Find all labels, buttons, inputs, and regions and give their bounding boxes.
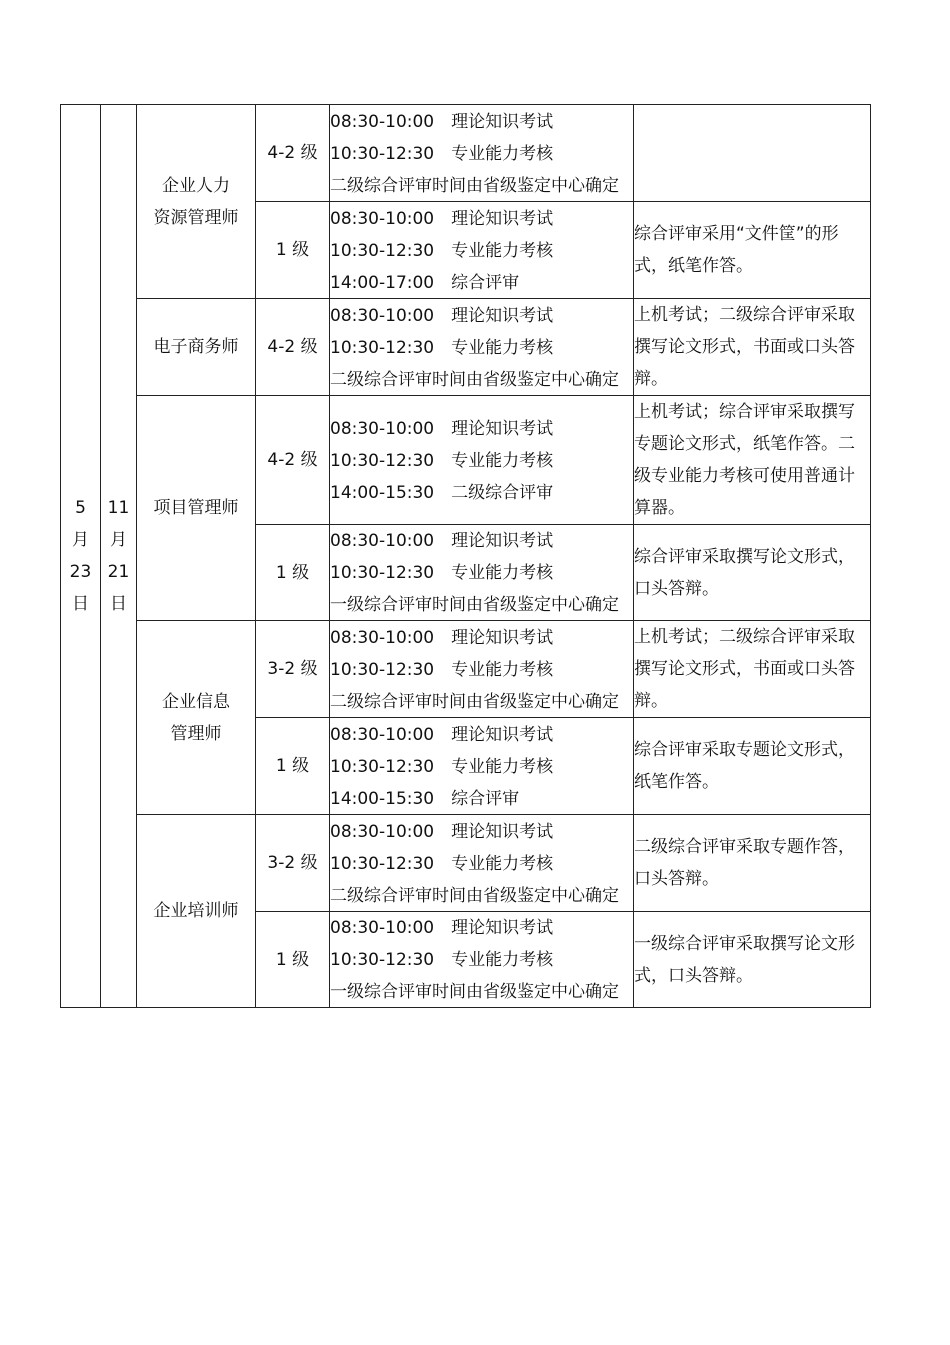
profession-cell (137, 105, 256, 299)
table-row (61, 396, 871, 525)
profession-cell (137, 815, 256, 1008)
schedule-line: 10:30-12:30 专业能力考核 (330, 950, 554, 970)
schedule-line: 08:30-10:00 理论知识考试 (330, 208, 554, 229)
date-text: 21 (107, 562, 130, 582)
schedule-cell (330, 525, 634, 621)
schedule-line: 08:30-10:00 理论知识考试 (330, 627, 554, 648)
schedule-cell (330, 202, 634, 299)
level-cell: 4-2 级 (256, 105, 330, 202)
level-cell: 1 级 (256, 525, 330, 621)
profession-name: 管理师 (170, 723, 222, 744)
note-cell: 综合评审采用“文件筐”的形式，纸笔作答。 (634, 202, 871, 299)
profession-name: 资源管理师 (153, 207, 239, 228)
profession-cell (137, 396, 256, 621)
date-text: 23 (69, 562, 92, 582)
level-cell: 1 级 (256, 912, 330, 1008)
profession-name: 项目管理师 (153, 498, 239, 518)
schedule-line: 一级综合评审时间由省级鉴定中心确定 (330, 595, 619, 615)
schedule-line: 10:30-12:30 专业能力考核 (330, 756, 554, 777)
table-row (61, 621, 871, 718)
note-cell: 上机考试；综合评审采取撰写专题论文形式，纸笔作答。二级专业能力考核可使用普通计算器。 (634, 396, 871, 525)
schedule-cell (330, 815, 634, 912)
schedule-line: 08:30-10:00 理论知识考试 (330, 918, 554, 938)
schedule-cell (330, 718, 634, 815)
level-cell: 4-2 级 (256, 299, 330, 396)
schedule-line: 08:30-10:00 理论知识考试 (330, 111, 554, 132)
schedule-line: 一级综合评审时间由省级鉴定中心确定 (330, 982, 619, 1002)
schedule-line: 10:30-12:30 专业能力考核 (330, 659, 554, 680)
schedule-line: 08:30-10:00 理论知识考试 (330, 821, 554, 842)
schedule-cell (330, 299, 634, 396)
note-cell: 综合评审采取撰写论文形式，口头答辩。 (634, 525, 871, 621)
date-text: 5 (75, 498, 86, 518)
schedule-line: 二级综合评审时间由省级鉴定中心确定 (330, 175, 619, 196)
schedule-line: 10:30-12:30 专业能力考核 (330, 450, 554, 471)
table-row (61, 815, 871, 912)
schedule-line: 10:30-12:30 专业能力考核 (330, 853, 554, 874)
level-cell: 4-2 级 (256, 396, 330, 525)
date-text: 11 (107, 498, 130, 518)
date-text: 日 (110, 594, 127, 614)
schedule-line: 08:30-10:00 理论知识考试 (330, 724, 554, 745)
note-cell: 一级综合评审采取撰写论文形式，口头答辩。 (634, 912, 871, 1008)
schedule-line: 二级综合评审时间由省级鉴定中心确定 (330, 691, 619, 712)
profession-cell (137, 621, 256, 815)
exam-schedule-table (60, 104, 871, 1008)
schedule-line: 14:00-15:30 二级综合评审 (330, 482, 554, 503)
schedule-line: 14:00-17:00 综合评审 (330, 272, 520, 293)
exam-date-cell (61, 105, 101, 1008)
schedule-line: 10:30-12:30 专业能力考核 (330, 563, 554, 583)
note-cell: 综合评审采取专题论文形式，纸笔作答。 (634, 718, 871, 815)
schedule-line: 二级综合评审时间由省级鉴定中心确定 (330, 885, 619, 906)
level-cell: 1 级 (256, 718, 330, 815)
profession-name: 电子商务师 (153, 337, 239, 357)
note-cell: 上机考试；二级综合评审采取撰写论文形式，书面或口头答辩。 (634, 621, 871, 718)
schedule-line: 10:30-12:30 专业能力考核 (330, 143, 554, 164)
profession-cell (137, 299, 256, 396)
schedule-line: 10:30-12:30 专业能力考核 (330, 240, 554, 261)
profession-name: 企业人力 (162, 175, 230, 196)
date-text: 日 (72, 594, 89, 614)
schedule-cell (330, 912, 634, 1008)
schedule-line: 14:00-15:30 综合评审 (330, 788, 520, 809)
schedule-line: 08:30-10:00 理论知识考试 (330, 418, 554, 439)
note-cell: 上机考试；二级综合评审采取撰写论文形式，书面或口头答辩。 (634, 299, 871, 396)
note-cell (634, 105, 871, 202)
profession-name: 企业培训师 (153, 901, 239, 921)
table-row (61, 299, 871, 396)
profession-name: 企业信息 (162, 691, 230, 712)
date-text: 月 (72, 530, 89, 550)
level-cell: 1 级 (256, 202, 330, 299)
schedule-cell (330, 621, 634, 718)
schedule-cell (330, 105, 634, 202)
schedule-line: 10:30-12:30 专业能力考核 (330, 337, 554, 358)
schedule-line: 二级综合评审时间由省级鉴定中心确定 (330, 369, 619, 390)
note-cell: 二级综合评审采取专题作答，口头答辩。 (634, 815, 871, 912)
date-text: 月 (110, 530, 127, 550)
schedule-line: 08:30-10:00 理论知识考试 (330, 305, 554, 326)
level-cell: 3-2 级 (256, 815, 330, 912)
table-row (61, 105, 871, 202)
exam-date-cell (101, 105, 137, 1008)
schedule-line: 08:30-10:00 理论知识考试 (330, 531, 554, 551)
schedule-cell (330, 396, 634, 525)
level-cell: 3-2 级 (256, 621, 330, 718)
